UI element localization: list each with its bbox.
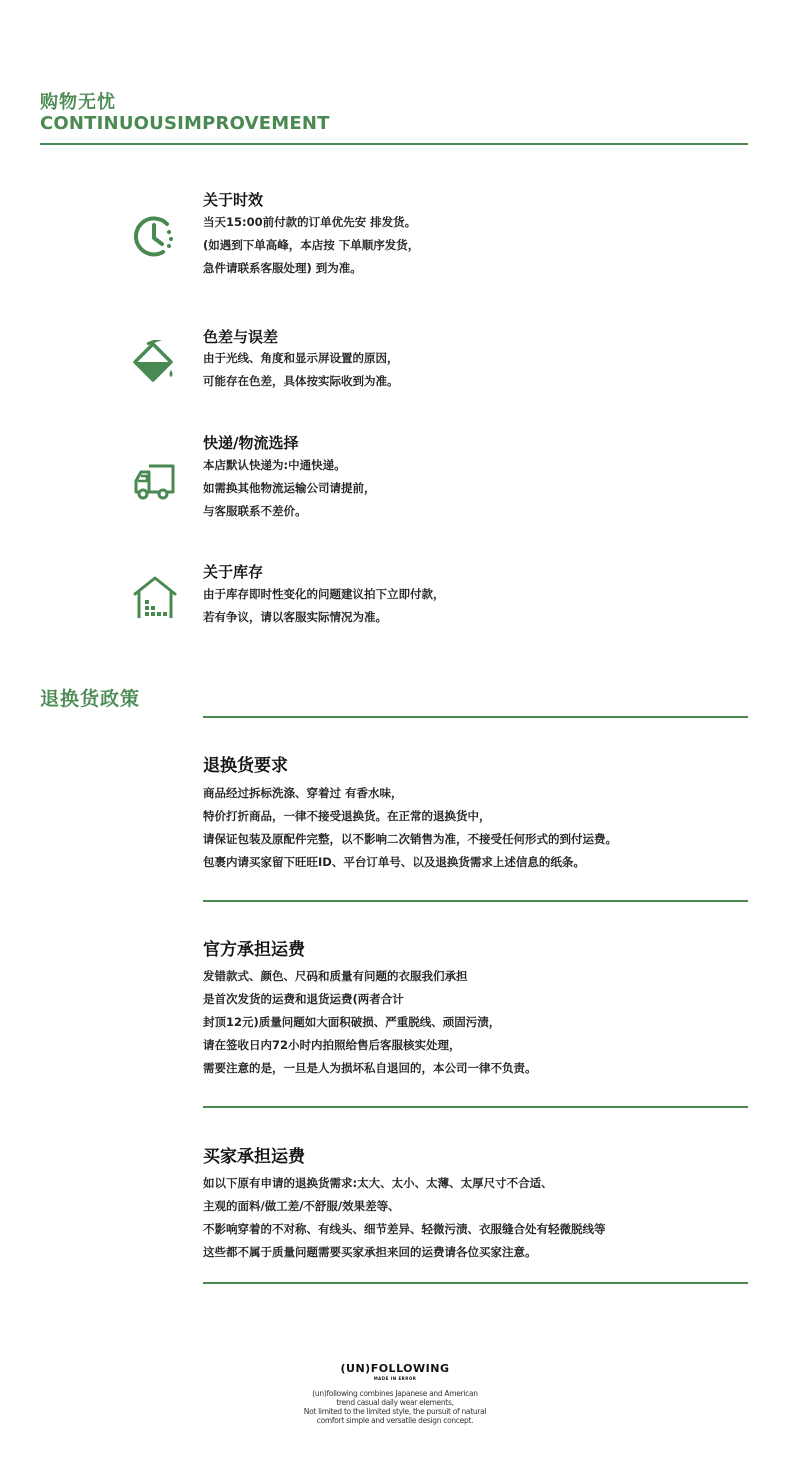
- clock-icon: [133, 214, 177, 258]
- brand-description-line: comfort simple and versatile design concept.: [316, 1416, 474, 1425]
- warehouse-icon: [133, 576, 177, 620]
- policy-divider: [203, 1106, 748, 1108]
- policy-line: 特价打折商品，一律不接受退换货。在正常的退换货中，: [203, 809, 491, 823]
- info-line: 如需换其他物流运输公司请提前，: [203, 481, 376, 495]
- brand-description-line: trend casual daily wear elements,: [336, 1398, 454, 1407]
- info-line: 由于光线、角度和显示屏设置的原因，: [203, 351, 399, 365]
- policy-block-title: 官方承担运费: [203, 940, 305, 960]
- info-item-title: 快递/物流选择: [203, 434, 299, 452]
- policy-line: 包裹内请买家留下旺旺ID、平台订单号、以及退换货需求上述信息的纸条。: [203, 855, 585, 869]
- header-divider: [40, 143, 748, 145]
- brand-logo: (UN)FOLLOWING: [340, 1362, 450, 1375]
- brand-description-line: (un)following combines Japanese and American: [312, 1389, 478, 1398]
- policy-line: 是首次发货的运费和退货运费(两者合计: [203, 992, 404, 1006]
- policy-line: 主观的面料/做工差/不舒服/效果差等、: [203, 1199, 400, 1213]
- policy-line: 不影响穿着的不对称、有线头、细节差异、轻微污渍、衣服缝合处有轻微脱线等: [203, 1222, 606, 1236]
- policy-divider: [203, 900, 748, 902]
- brand-description: [0, 1389, 790, 1425]
- policy-line: 发错款式、颜色、尺码和质量有问题的衣服我们承担: [203, 969, 468, 983]
- info-line: 与客服联系不差价。: [203, 504, 307, 518]
- brand-description-line: Not limited to the limited style, the pursuit of natural: [303, 1407, 487, 1416]
- policy-line: 商品经过拆标洗涤、穿着过 有香水味，: [203, 786, 403, 800]
- page-title-cn: 购物无忧: [40, 92, 116, 113]
- info-item-text: [203, 583, 445, 629]
- policy-block-text: [203, 965, 537, 1080]
- info-line: 由于库存即时性变化的问题建议拍下立即付款，: [203, 587, 445, 601]
- info-line: 若有争议，请以客服实际情况为准。: [203, 610, 387, 624]
- info-item-text: [203, 211, 419, 280]
- info-line: 急件请联系客服处理) 到为准。: [203, 261, 362, 275]
- info-item-text: [203, 454, 376, 523]
- policy-block-text: [203, 782, 617, 874]
- info-item-title: 色差与误差: [203, 328, 279, 346]
- policy-block-title: 买家承担运费: [203, 1147, 305, 1167]
- policy-line: 如以下原有申请的退换货需求:太大、太小、太薄、太厚尺寸不合适、: [203, 1176, 553, 1190]
- info-line: (如遇到下单高峰，本店按 下单顺序发货，: [203, 238, 420, 252]
- paint-bucket-icon: [133, 340, 177, 384]
- policy-line: 这些都不属于质量问题需要买家承担来回的运费请各位买家注意。: [203, 1245, 537, 1259]
- policy-line: 封顶12元)质量问题如大面积破损、严重脱线、顽固污渍，: [203, 1015, 501, 1029]
- policy-block-title: 退换货要求: [203, 756, 288, 776]
- policy-divider: [203, 1282, 748, 1284]
- delivery-truck-icon: [133, 460, 177, 504]
- policy-line: 需要注意的是，一旦是人为损坏私自退回的，本公司一律不负责。: [203, 1061, 537, 1075]
- info-line: 当天15:00前付款的订单优先安 排发货。: [203, 215, 417, 229]
- policy-block-text: [203, 1172, 606, 1264]
- policy-divider: [203, 716, 748, 718]
- info-item-title: 关于库存: [203, 563, 264, 581]
- brand-tagline: MADE IN ERROR: [373, 1376, 417, 1381]
- policy-section-title: 退换货政策: [40, 688, 141, 710]
- info-item-text: [203, 347, 399, 393]
- info-item-title: 关于时效: [203, 191, 264, 209]
- info-line: 可能存在色差，具体按实际收到为准。: [203, 374, 399, 388]
- info-line: 本店默认快递为:中通快递。: [203, 458, 346, 472]
- page-title-en: CONTINUOUSIMPROVEMENT: [40, 113, 330, 134]
- policy-line: 请在签收日内72小时内拍照给售后客服核实处理，: [203, 1038, 461, 1052]
- policy-line: 请保证包装及原配件完整，以不影响二次销售为准，不接受任何形式的到付运费。: [203, 832, 617, 846]
